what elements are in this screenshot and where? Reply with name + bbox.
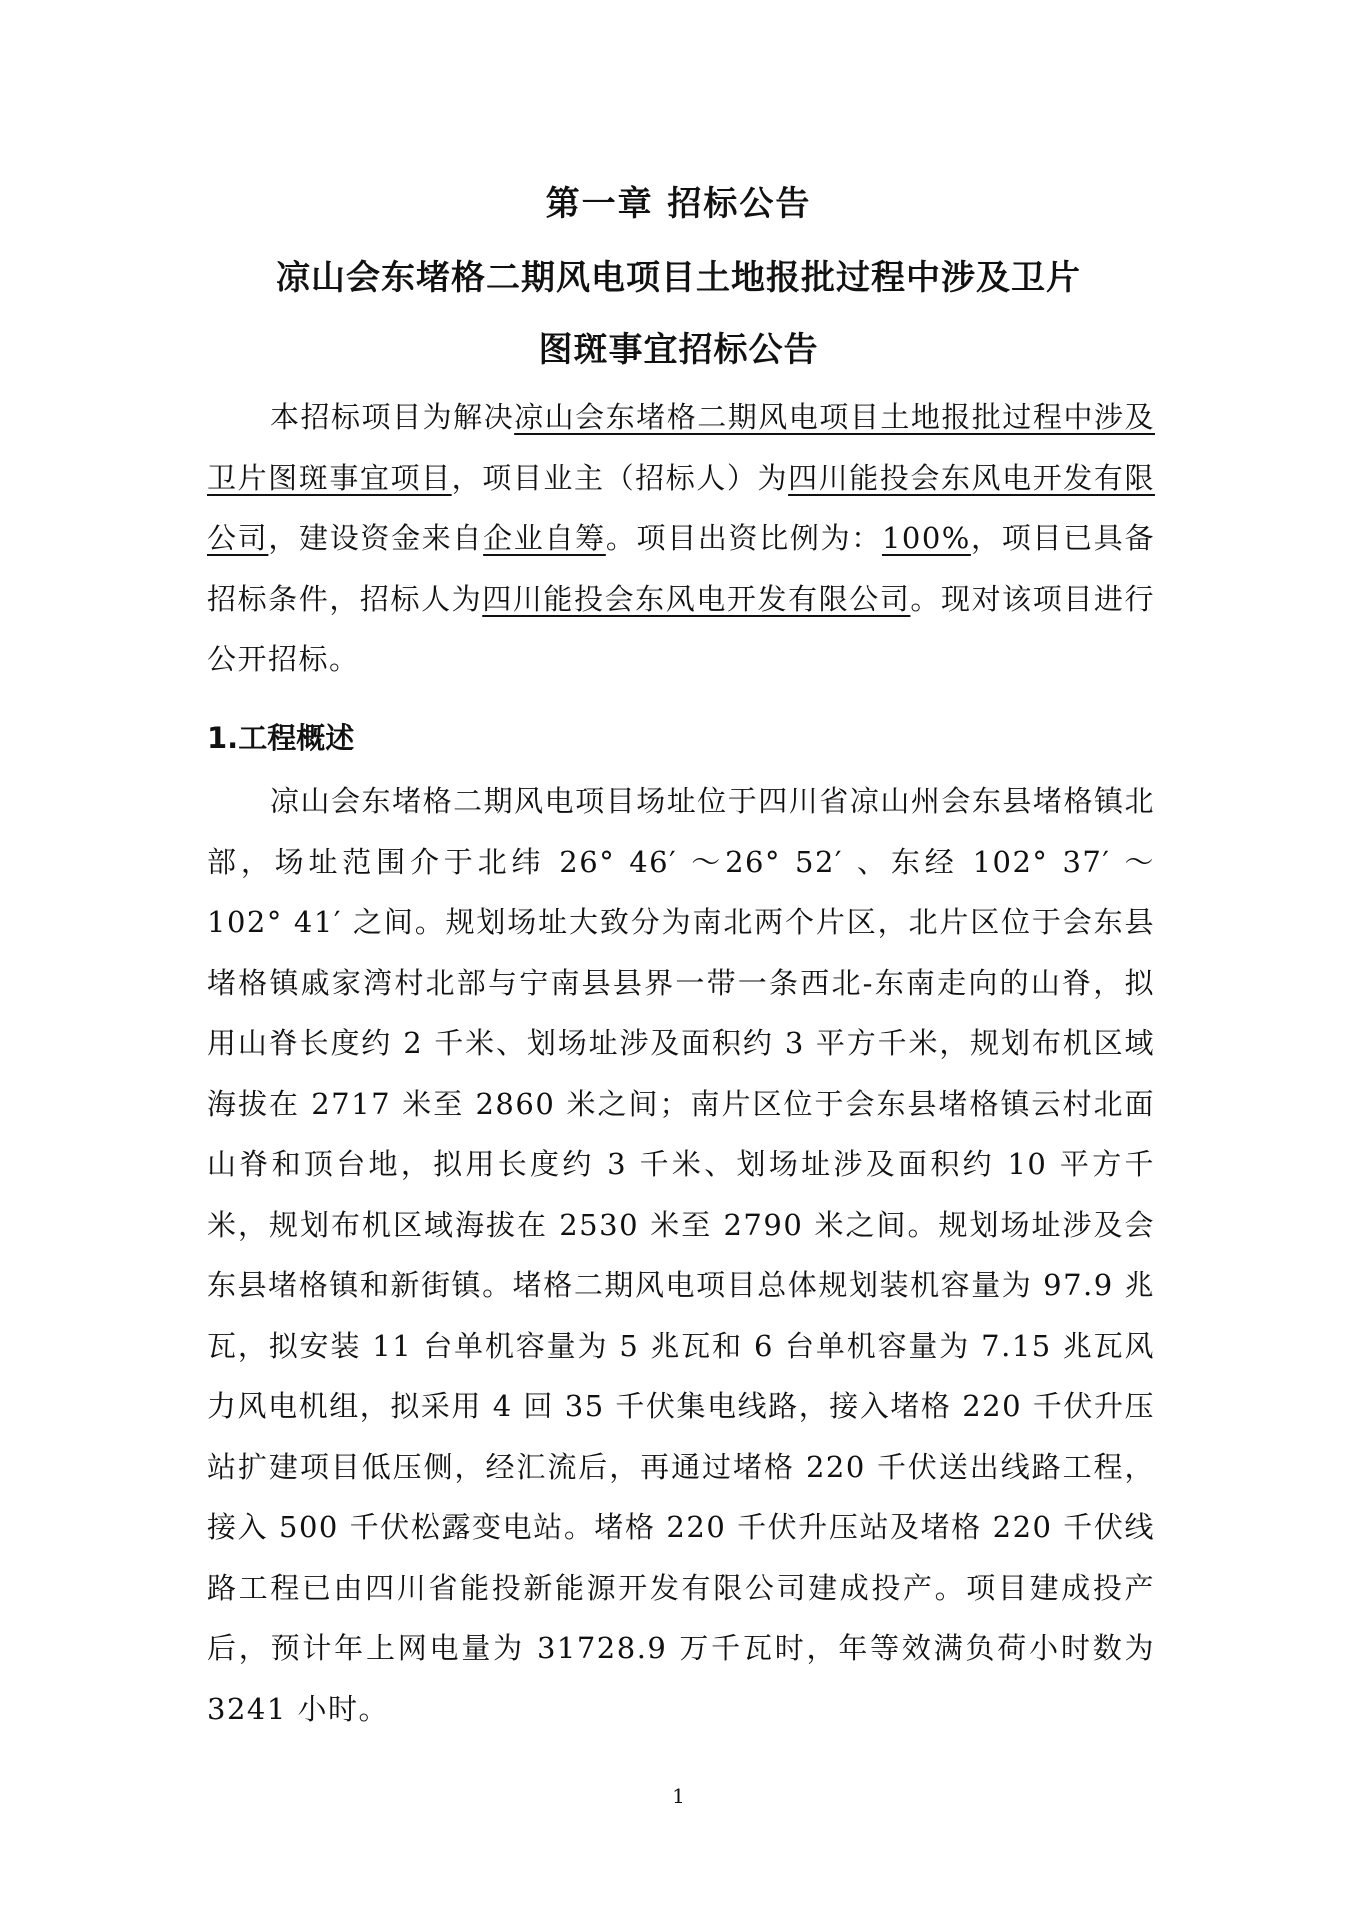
intro-text-6: 。现对该项目进行公开招标。 [207, 581, 1155, 676]
intro-paragraph [207, 387, 1155, 690]
doc-title-line-1: 凉山会东堵格二期风电项目土地报批过程中涉及卫片 [276, 258, 1081, 298]
intro-text-1: 本招标项目为解决 [270, 400, 515, 434]
section-heading-overview: 1.工程概述 [207, 721, 355, 755]
chapter-title: 第一章 招标公告 [545, 184, 812, 224]
doc-title-line-2: 图斑事宜招标公告 [538, 330, 819, 370]
intro-text-5: ，项目已具备招标条件，招标人为 [207, 521, 1155, 616]
project-name: 凉山会东堵格二期风电项目土地报批过程中涉及卫片图斑事宜项目 [207, 400, 1155, 495]
tenderer-name: 四川能投会东风电开发有限公司 [482, 581, 911, 616]
owner-name: 四川能投会东风电开发有限公司 [207, 460, 1155, 555]
intro-text-4: 。项目出资比例为： [605, 521, 882, 555]
fund-source: 企业自筹 [483, 521, 606, 555]
intro-text-2: ，项目业主（招标人）为 [451, 460, 789, 495]
page-number: 1 [672, 1784, 685, 1808]
overview-paragraph: 凉山会东堵格二期风电项目场址位于四川省凉山州会东县堵格镇北部，场址范围介于北纬 26° 46′ ～26° 52′ 、东经 102° 37′ ～102° 41′ 之间。规划场址大致分为南北两个片区，北片区位于会东县堵格镇戚家湾村北部与宁南县县界一带一条西北-东南走向的山脊，拟用山脊长度约 2 千米、划场址涉及面积约 3 平方千米，规划布机区域海拔在 2717 米至 2860 米之间；南片区位于会东县堵格镇云村北面山脊和顶台地，拟用长度约 3 千米、划场址涉及面积约 10 平方千米，规划布机区域海拔在 2530 米至 2790 米之间。规划场址涉及会东县堵格镇和新街镇。堵格二期风电项目总体规划装机容量为 97.9 兆瓦，拟安装 11 台单机容量为 5 兆瓦和 6 台单机容量为 7.15 兆瓦风力风电机组，拟采用 4 回 35 千伏集电线路，接入堵格 220 千伏升压站扩建项目低压侧，经汇流后，再通过堵格 220 千伏送出线路工程，接入 500 千伏松露变电站。堵格 220 千伏升压站及堵格 220 千伏线路工程已由四川省能投新能源开发有限公司建成投产。项目建成投产后，预计年上网电量为 31728.9 万千瓦时，年等效满负荷小时数为 3241 小时。 [207, 784, 1155, 1726]
investment-ratio: 100% [881, 521, 971, 555]
intro-text-3: ，建设资金来自 [268, 521, 484, 555]
